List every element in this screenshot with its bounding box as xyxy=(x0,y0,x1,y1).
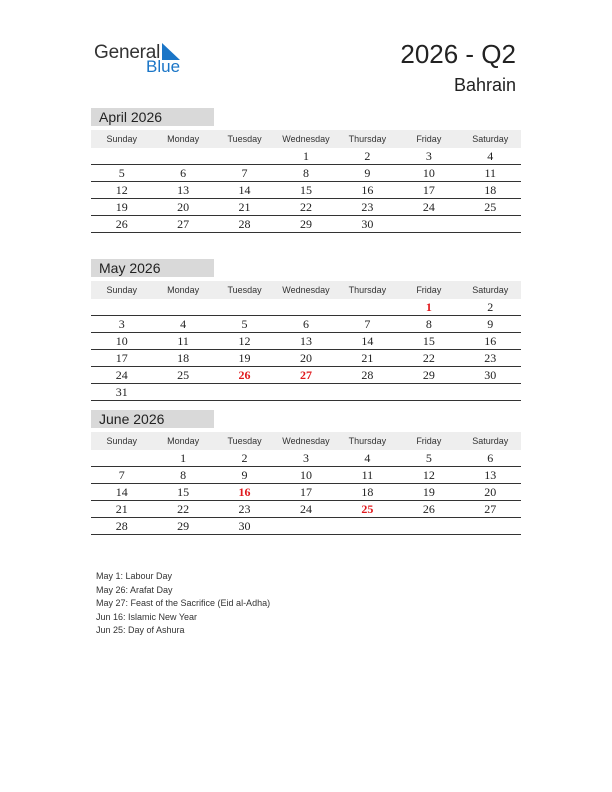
day-cell: 9 xyxy=(364,166,371,180)
day-cell: 6 xyxy=(487,451,494,465)
holiday-day-cell: 26 xyxy=(238,368,251,382)
day-cell xyxy=(214,299,275,315)
day-cell: 16 xyxy=(484,334,497,348)
day-cell: 15 xyxy=(422,334,435,348)
week-row xyxy=(91,199,521,216)
month-header: May 2026 xyxy=(91,259,214,277)
weekday-label: Wednesday xyxy=(282,134,330,144)
weekday-label: Monday xyxy=(167,134,200,144)
day-cell: 6 xyxy=(180,166,187,180)
day-cell: 3 xyxy=(302,451,309,465)
weeks-container xyxy=(91,299,521,401)
day-cell: 5 xyxy=(425,451,432,465)
day-cell: 21 xyxy=(238,200,251,214)
day-cell: 22 xyxy=(177,502,190,516)
day-cell: 13 xyxy=(177,183,190,197)
week-row xyxy=(91,148,521,165)
day-cell: 29 xyxy=(422,368,435,382)
day-cell: 1 xyxy=(180,451,187,465)
week-row xyxy=(91,501,521,518)
day-cell xyxy=(214,384,275,400)
week-row xyxy=(91,316,521,333)
day-cell: 7 xyxy=(364,317,371,331)
week-row xyxy=(91,182,521,199)
holiday-day-cell: 1 xyxy=(425,300,432,314)
day-cell: 20 xyxy=(177,200,190,214)
weekday-label: Monday xyxy=(167,285,200,295)
weekday-label: Saturday xyxy=(472,134,509,144)
week-row xyxy=(91,484,521,501)
day-cell: 29 xyxy=(299,217,312,231)
day-cell: 17 xyxy=(299,485,312,499)
day-cell: 19 xyxy=(422,485,435,499)
day-cell: 22 xyxy=(299,200,312,214)
week-row xyxy=(91,467,521,484)
month-header: April 2026 xyxy=(91,108,214,126)
holiday-day-cell: 16 xyxy=(238,485,251,499)
day-cell: 31 xyxy=(115,385,128,399)
day-cell: 19 xyxy=(238,351,251,365)
weekday-label: Thursday xyxy=(348,436,387,446)
week-row xyxy=(91,216,521,233)
day-cell: 10 xyxy=(299,468,312,482)
day-cell: 19 xyxy=(115,200,128,214)
day-cell: 2 xyxy=(487,300,494,314)
day-cell: 12 xyxy=(115,183,128,197)
holiday-note: Jun 16: Islamic New Year xyxy=(96,611,198,622)
day-cell: 14 xyxy=(361,334,374,348)
weekday-label: Sunday xyxy=(106,436,137,446)
day-cell: 13 xyxy=(299,334,312,348)
weekday-label: Thursday xyxy=(348,285,387,295)
weekday-header-row xyxy=(91,432,521,450)
weekday-label: Friday xyxy=(416,285,442,295)
day-cell: 7 xyxy=(241,166,248,180)
weekday-label: Tuesday xyxy=(227,436,262,446)
day-cell xyxy=(460,216,521,232)
day-cell: 9 xyxy=(241,468,248,482)
weekday-label: Wednesday xyxy=(282,285,330,295)
day-cell: 15 xyxy=(177,485,190,499)
day-cell: 4 xyxy=(180,317,187,331)
weeks-container xyxy=(91,450,521,535)
day-cell: 5 xyxy=(241,317,248,331)
day-cell: 16 xyxy=(361,183,374,197)
day-cell: 17 xyxy=(115,351,128,365)
week-row xyxy=(91,165,521,182)
day-cell: 11 xyxy=(484,166,497,180)
day-cell: 30 xyxy=(238,519,251,533)
day-cell: 26 xyxy=(422,502,435,516)
day-cell: 29 xyxy=(177,519,190,533)
weekday-label: Saturday xyxy=(472,285,509,295)
logo-text-blue: Blue xyxy=(146,57,181,76)
weekday-header-row xyxy=(91,281,521,299)
holiday-day-cell: 27 xyxy=(299,368,312,382)
week-row xyxy=(91,333,521,350)
day-cell: 20 xyxy=(484,485,497,499)
holiday-note: May 1: Labour Day xyxy=(96,571,173,581)
page-title: 2026 - Q2 xyxy=(400,39,516,69)
weekday-label: Friday xyxy=(416,134,442,144)
day-cell xyxy=(460,384,521,400)
day-cell xyxy=(275,299,336,315)
day-cell: 26 xyxy=(115,217,128,231)
weekday-label: Sunday xyxy=(106,285,137,295)
day-cell xyxy=(275,384,336,400)
day-cell: 23 xyxy=(361,200,374,214)
day-cell: 18 xyxy=(484,183,497,197)
day-cell: 4 xyxy=(364,451,371,465)
day-cell: 15 xyxy=(299,183,312,197)
day-cell: 9 xyxy=(487,317,494,331)
holiday-day-cell: 25 xyxy=(361,502,374,516)
day-cell: 11 xyxy=(177,334,189,348)
day-cell: 25 xyxy=(484,200,497,214)
week-row xyxy=(91,450,521,467)
day-cell: 13 xyxy=(484,468,497,482)
generalblue-logo xyxy=(94,40,194,80)
day-cell: 28 xyxy=(115,519,128,533)
day-cell: 5 xyxy=(118,166,125,180)
day-cell xyxy=(398,384,459,400)
day-cell: 25 xyxy=(177,368,190,382)
week-row xyxy=(91,367,521,384)
weekday-label: Tuesday xyxy=(227,134,262,144)
day-cell: 20 xyxy=(299,351,312,365)
day-cell xyxy=(337,299,398,315)
day-cell: 24 xyxy=(299,502,312,516)
day-cell: 6 xyxy=(302,317,309,331)
day-cell: 18 xyxy=(361,485,374,499)
day-cell: 14 xyxy=(115,485,128,499)
month-calendar-april xyxy=(91,108,521,233)
weekday-label: Friday xyxy=(416,436,442,446)
day-cell: 12 xyxy=(422,468,435,482)
day-cell: 11 xyxy=(361,468,374,482)
day-cell: 23 xyxy=(238,502,251,516)
day-cell: 21 xyxy=(361,351,374,365)
weekday-label: Saturday xyxy=(472,436,509,446)
day-cell: 3 xyxy=(118,317,125,331)
day-cell xyxy=(398,518,459,534)
day-cell: 8 xyxy=(302,166,309,180)
weekday-label: Sunday xyxy=(106,134,137,144)
week-row xyxy=(91,518,521,535)
day-cell: 21 xyxy=(115,502,128,516)
day-cell xyxy=(275,518,336,534)
day-cell: 24 xyxy=(422,200,435,214)
week-row xyxy=(91,384,521,401)
weekday-label: Monday xyxy=(167,436,200,446)
weekday-label: Wednesday xyxy=(282,436,330,446)
day-cell xyxy=(152,148,213,164)
weeks-container xyxy=(91,148,521,233)
day-cell: 27 xyxy=(484,502,497,516)
holiday-notes xyxy=(96,570,270,638)
day-cell xyxy=(91,299,152,315)
day-cell xyxy=(214,148,275,164)
day-cell: 22 xyxy=(422,351,435,365)
day-cell xyxy=(152,299,213,315)
day-cell: 28 xyxy=(361,368,374,382)
day-cell: 10 xyxy=(115,334,128,348)
day-cell: 23 xyxy=(484,351,497,365)
day-cell: 14 xyxy=(238,183,251,197)
day-cell xyxy=(152,384,213,400)
weekday-label: Tuesday xyxy=(227,285,262,295)
holiday-note: May 27: Feast of the Sacrifice (Eid al-Adha) xyxy=(96,598,271,608)
day-cell: 28 xyxy=(238,217,251,231)
day-cell: 2 xyxy=(241,451,248,465)
day-cell: 24 xyxy=(115,368,128,382)
day-cell: 18 xyxy=(177,351,190,365)
holiday-note: Jun 25: Day of Ashura xyxy=(96,625,185,635)
day-cell xyxy=(398,216,459,232)
weekday-header-row xyxy=(91,130,521,148)
day-cell: 10 xyxy=(422,166,435,180)
weekday-label: Thursday xyxy=(348,134,387,144)
day-cell xyxy=(91,450,152,466)
day-cell: 3 xyxy=(425,149,432,163)
week-row xyxy=(91,350,521,367)
day-cell: 17 xyxy=(422,183,435,197)
day-cell: 8 xyxy=(425,317,432,331)
day-cell: 30 xyxy=(484,368,497,382)
month-header: June 2026 xyxy=(91,410,214,428)
day-cell: 4 xyxy=(487,149,494,163)
day-cell: 12 xyxy=(238,334,251,348)
holiday-note: May 26: Arafat Day xyxy=(96,584,173,595)
day-cell xyxy=(460,518,521,534)
day-cell: 8 xyxy=(180,468,187,482)
day-cell xyxy=(91,148,152,164)
day-cell xyxy=(337,384,398,400)
month-calendar-may xyxy=(91,259,521,401)
month-calendar-june xyxy=(91,410,521,535)
day-cell: 2 xyxy=(364,149,371,163)
day-cell: 7 xyxy=(118,468,125,482)
day-cell: 30 xyxy=(361,217,374,231)
day-cell: 1 xyxy=(302,149,309,163)
day-cell: 27 xyxy=(177,217,190,231)
week-row xyxy=(91,299,521,316)
logo-text-general: General xyxy=(94,42,161,63)
country-name: Bahrain xyxy=(453,75,516,95)
day-cell xyxy=(337,518,398,534)
